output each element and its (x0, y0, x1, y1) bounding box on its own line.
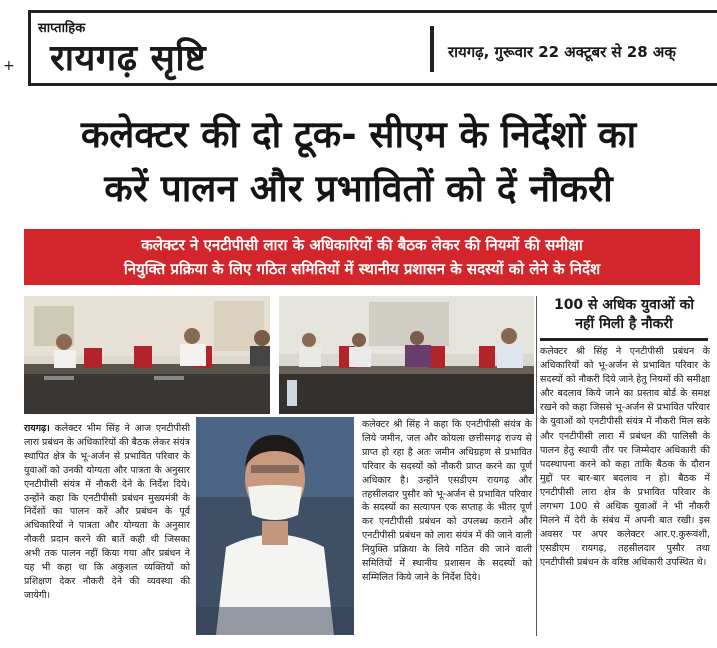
headline-line-2: करें पालन और प्रभावितों को दें नौकरी (104, 167, 613, 210)
meeting-photo-icon (279, 296, 534, 414)
sidebar-heading-line-2: नहीं मिली है नौकरी (575, 316, 673, 332)
masthead-border (28, 83, 717, 86)
crop-mark: + (3, 58, 15, 74)
headline-line-1: कलेक्टर की दो टूक- सीएम के निर्देशों का (80, 113, 637, 156)
banner-line-2: नियुक्ति प्रक्रिया के लिए गठित समितियों में स्थानीय प्रशासन के सदस्यों को लेने के निर्देश (123, 260, 601, 278)
article-column-1 (24, 422, 190, 603)
masthead-border (28, 10, 31, 86)
column-rule (536, 296, 537, 636)
masthead (28, 10, 717, 86)
masthead-tagline: साप्ताहिक (38, 21, 86, 36)
banner-line-1: कलेक्टर ने एनटीपीसी लारा के अधिकारियों की बैठक लेकर की नियमों की समीक्षा (141, 236, 583, 254)
collector-portrait-photo-icon (196, 417, 354, 635)
article-column-2: कलेक्टर श्री सिंह ने कहा कि एनटीपीसी संयंत्र के लिये जमीन, जल और कोयला छत्तीसगढ़ राज्य से प्राप्त हो रहा है अतः जमीन अधिग्रहण से प्रभावित परिवार के सदस्यों को नौकरी प्राप्त करने का पूर्ण अधिकार है। उन्होंने एसडीएम रायगढ़ और तहसीलदार पुसौर को भू-अर्जन से प्रभावित परिवार के सदस्यों का सत्यापन एक सप्ताह के भीतर पूर्ण कर एनटीपीसी प्रबंधन को उपलब्ध कराने और एनटीपीसी प्रबंधन को लारा संयंत्र में की जाने वाली नियुक्ति प्रक्रिया के लिये गठित की जाने वाली समितियों में स्थानीय प्रशासन के सदस्यों को सम्मिलित किये जाने के निर्देश दिये। (362, 419, 532, 583)
sidebar-body: कलेक्टर श्री सिंह ने एनटीपीसी प्रबंधन के अधिकारियों को भू-अर्जन से प्रभावित परिवार के सदस्यों को नौकरी दिये जाने हेतु नियमों की समीक्षा और बदलाव किये जाने का प्रस्ताव बोर्ड के समक्ष रखने को कहा जिससे भू-अर्जन से प्रभावित परिवार के युवाओं को एनटीपीसी संयंत्र में नौकरी मिल सके और एनटीपीसी लारा में प्रबंधन की पालिसी के पालन हेतु स्थायी तौर पर जिम्मेदार अधिकारी की पदस्थापना करने को कहा ताकि बैठक के दौरान मुद्दों पर बार-बार बदलाव न हो। बैठक में एनटीपीसी लारा क्षेत्र के प्रभावित परिवार के लगभग 100 से अधिक युवाओं ने भी नौकरी मिलने में देरी के संबंध में अपनी बात रखी। इस अवसर पर अपर कलेक्टर आर.ए.कुरूवंशी, एसडीएम रायगढ़, तहसीलदार पुसौर तथा एनटीपीसी प्रबंधन के वरिष्ठ अधिकारी उपस्थित थे। (540, 346, 710, 569)
newspaper-name: रायगढ़ सृष्टि (50, 38, 207, 79)
masthead-divider (430, 26, 434, 72)
sidebar-heading-line-1: 100 से अधिक युवाओं को (553, 297, 695, 313)
subheadline-banner (24, 229, 700, 285)
sidebar-heading (540, 296, 708, 336)
headline (0, 108, 717, 216)
meeting-photo-icon (24, 296, 270, 414)
article-location: रायगढ़। (24, 423, 50, 434)
masthead-border (28, 10, 717, 13)
meeting-photo-2 (279, 296, 534, 414)
collector-portrait-photo (196, 417, 354, 635)
sidebar-rule (540, 338, 708, 341)
article-column-1-text: कलेक्टर भीम सिंह ने आज एनटीपीसी लारा प्रबंधन के अधिकारियों की बैठक लेकर संयंत्र स्थापित क्षेत्र के भू-अर्जन से प्रभावित परिवार के युवाओं को उनकी योग्यता और पात्रता के अनुसार एनटीपीसी संयंत्र में नौकरी देने के निर्देश दिये। उन्होंने कहा कि एनटीपीसी प्रबंधन मुख्यमंत्री के निर्देशों का पालन करें और प्रबंधन के पूर्व अधिकारियों ने पात्रता और योग्यता के अनुसार नौकरी प्रदान करने की बातें कही थी जिसका अभी तक पालन नहीं किया गया और प्रबंधन ने यह भी कहा था कि अकुशल व्यक्तियों को प्रशिक्षण देकर नौकरी देने की व्यवस्था की जायेगी। (24, 423, 190, 601)
dateline: रायगढ़, गुरूवार 22 अक्टूबर से 28 अक् (448, 43, 676, 61)
meeting-photo-1 (24, 296, 270, 414)
